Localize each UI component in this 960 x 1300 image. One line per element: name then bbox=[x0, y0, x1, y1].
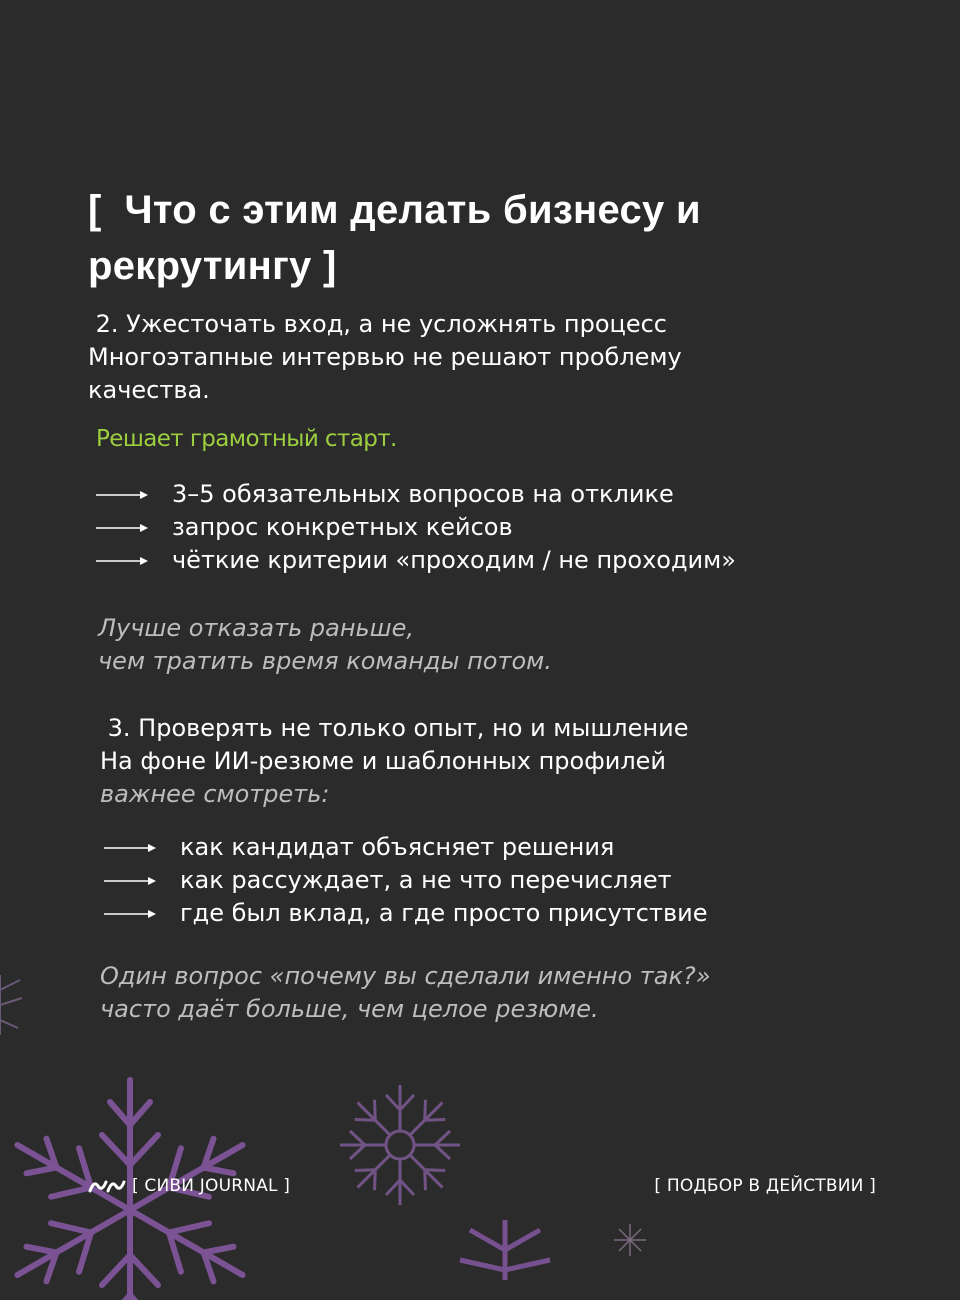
footer-section-label: [ ПОДБОР В ДЕЙСТВИИ ] bbox=[654, 1176, 876, 1196]
section-2-note-2: чем тратить время команды потом. bbox=[98, 647, 552, 675]
arrow-right-icon bbox=[104, 909, 156, 919]
section-3-heading: 3. Проверять не только опыт, но и мышление bbox=[100, 714, 689, 742]
brand-logo-icon bbox=[88, 1178, 126, 1194]
list-item bbox=[96, 478, 736, 511]
arrow-right-icon bbox=[96, 523, 148, 533]
section-3-note-1: Один вопрос «почему вы сделали именно так?» bbox=[100, 962, 711, 990]
section-2-text-1: Многоэтапные интервью не решают проблему bbox=[88, 343, 682, 371]
snowflake-icon bbox=[0, 970, 40, 1040]
section-3-note bbox=[100, 960, 711, 1026]
list-item-text: как кандидат объясняет решения bbox=[180, 833, 615, 861]
section-3-text-1: На фоне ИИ-резюме и шаблонных профилей bbox=[100, 747, 667, 775]
section-3-note-2: часто даёт больше, чем целое резюме. bbox=[100, 995, 599, 1023]
list-item bbox=[104, 864, 707, 897]
list-item bbox=[104, 831, 707, 864]
snowflake-icon bbox=[335, 1080, 465, 1210]
footer-brand-label: [ СИВИ JOURNAL ] bbox=[132, 1176, 291, 1196]
arrow-right-icon bbox=[96, 490, 148, 500]
footer-brand bbox=[88, 1176, 290, 1196]
list-item-text: 3–5 обязательных вопросов на отклике bbox=[172, 480, 674, 508]
arrow-right-icon bbox=[96, 556, 148, 566]
section-2-heading: 2. Ужесточать вход, а не усложнять процесс bbox=[88, 310, 667, 338]
list-item bbox=[96, 511, 736, 544]
title-line-1: [ Что с этим делать бизнесу и bbox=[88, 188, 701, 232]
section-3-intro bbox=[100, 712, 688, 811]
list-item-text: запрос конкретных кейсов bbox=[172, 513, 513, 541]
section-3-list bbox=[104, 831, 707, 930]
snowflake-icon bbox=[610, 1220, 650, 1260]
page-title bbox=[88, 182, 908, 294]
section-3-italic-lead: важнее смотреть: bbox=[100, 780, 330, 808]
list-item bbox=[104, 897, 707, 930]
arrow-right-icon bbox=[104, 843, 156, 853]
section-2-text-2: качества. bbox=[88, 376, 210, 404]
title-line-2: рекрутингу ] bbox=[88, 244, 337, 288]
section-2-intro bbox=[88, 308, 682, 407]
arrow-right-icon bbox=[104, 876, 156, 886]
snowflake-icon bbox=[440, 1210, 570, 1280]
section-2-note bbox=[98, 612, 552, 678]
list-item-text: как рассуждает, а не что перечисляет bbox=[180, 866, 672, 894]
list-item-text: чёткие критерии «проходим / не проходим» bbox=[172, 546, 736, 574]
section-2-note-1: Лучше отказать раньше, bbox=[98, 614, 415, 642]
section-2-highlight: Решает грамотный старт. bbox=[96, 426, 397, 452]
section-2-list bbox=[96, 478, 736, 577]
list-item bbox=[96, 544, 736, 577]
list-item-text: где был вклад, а где просто присутствие bbox=[180, 899, 708, 927]
